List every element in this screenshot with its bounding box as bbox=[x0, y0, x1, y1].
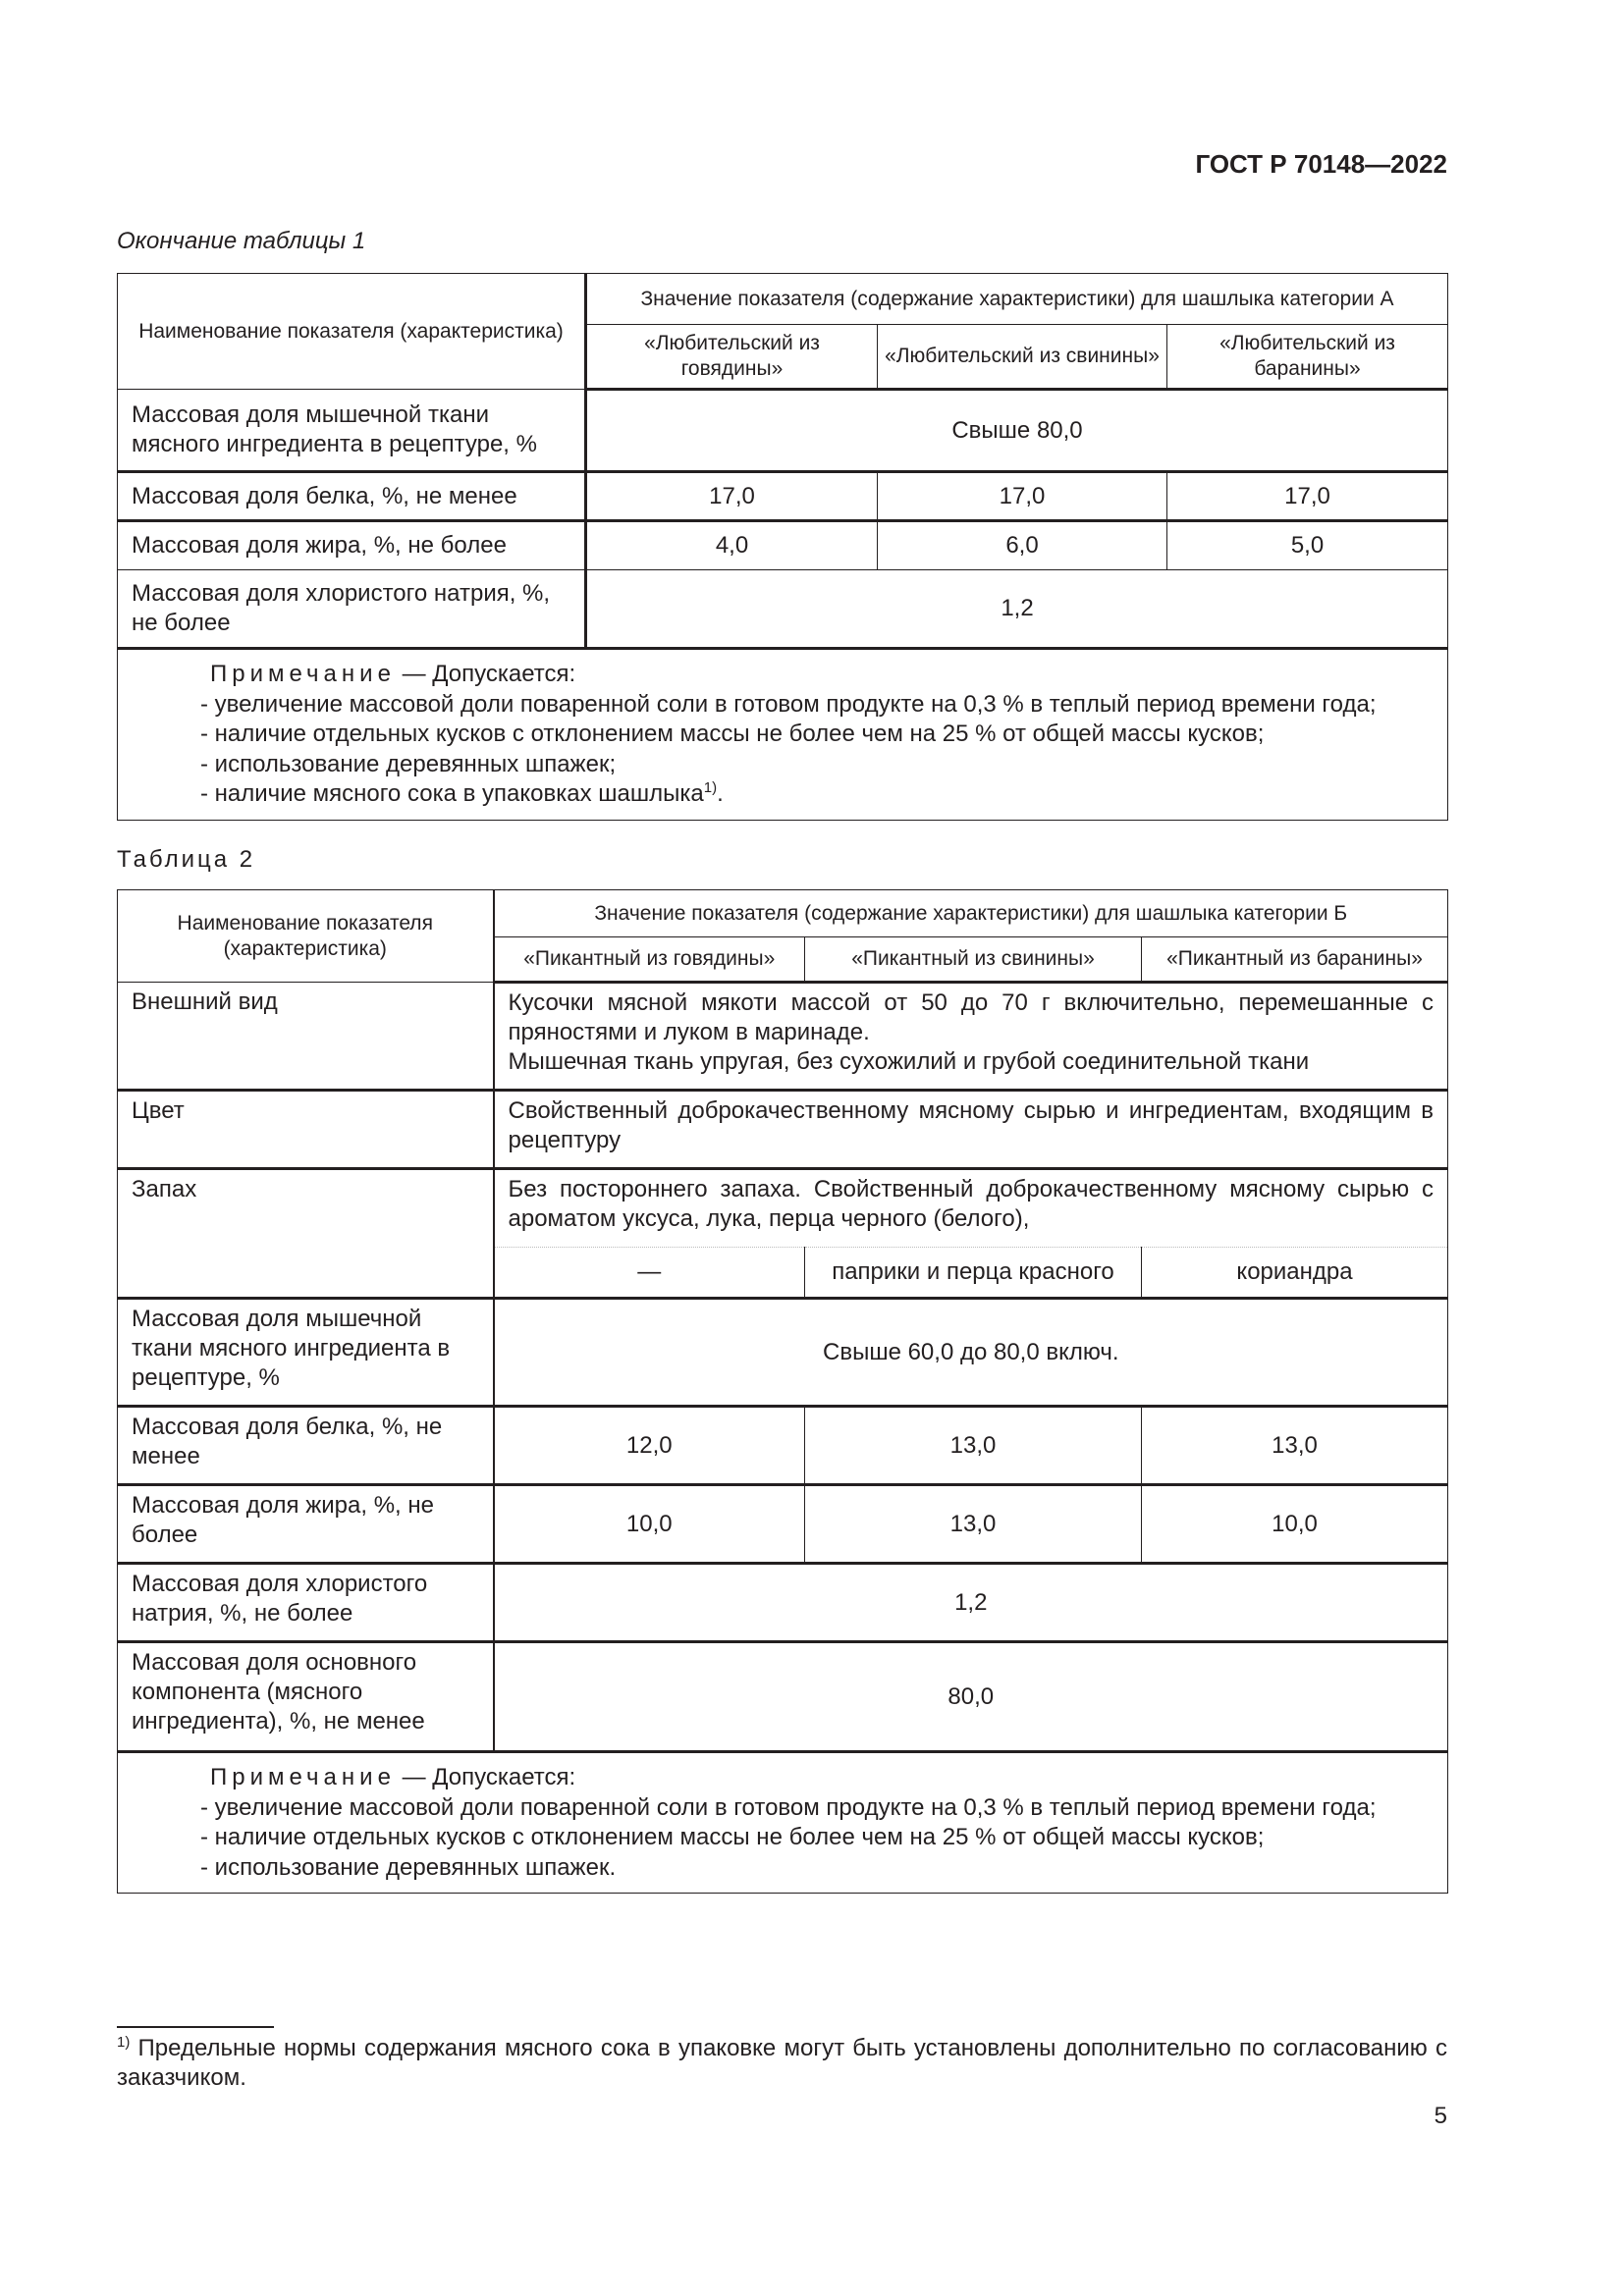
row-value: Без постороннего запаха. Свойственный доброкачественному мясному сырью с ароматом уксуса, лука, перца черного (белого), bbox=[494, 1169, 1448, 1248]
table2-group-header: Значение показателя (содержание характеристики) для шашлыка категории Б bbox=[494, 890, 1448, 937]
table-row bbox=[118, 1642, 1448, 1752]
row-value: 13,0 bbox=[1142, 1407, 1448, 1485]
note-label: Примечание bbox=[210, 1764, 396, 1790]
footnote-divider bbox=[117, 2026, 274, 2028]
table1-col0-header: Наименование показателя (характеристика) bbox=[118, 274, 586, 390]
row-value: 13,0 bbox=[805, 1485, 1142, 1564]
row-value: 10,0 bbox=[1142, 1485, 1448, 1564]
table-row bbox=[118, 521, 1448, 570]
row-value: 5,0 bbox=[1167, 521, 1448, 570]
table2-subheader: «Пикантный из говядины» bbox=[494, 937, 805, 983]
row-label: Массовая доля белка, %, не менее bbox=[118, 1407, 494, 1485]
row-label: Массовая доля хлористого натрия, %, не более bbox=[118, 1564, 494, 1642]
row-value: 13,0 bbox=[805, 1407, 1142, 1485]
row-value: 80,0 bbox=[494, 1642, 1448, 1752]
row-label: Массовая доля жира, %, не более bbox=[118, 521, 586, 570]
table2-subheader: «Пикантный из баранины» bbox=[1142, 937, 1448, 983]
row-value: паприки и перца красного bbox=[805, 1248, 1142, 1299]
footnote-mark: 1) bbox=[117, 2034, 131, 2051]
list-item: - наличие отдельных кусков с отклонением массы не более чем на 25 % от общей массы кусков; bbox=[200, 721, 1265, 747]
table-row bbox=[118, 1169, 1448, 1248]
table-row bbox=[118, 1407, 1448, 1485]
table1-group-header: Значение показателя (содержание характеристики) для шашлыка категории А bbox=[586, 274, 1448, 325]
footnote bbox=[117, 2034, 1447, 2093]
table-row bbox=[118, 570, 1448, 649]
row-value: 17,0 bbox=[878, 472, 1167, 521]
row-value: Свыше 80,0 bbox=[586, 390, 1448, 472]
footnote-ref: 1) bbox=[703, 779, 718, 796]
row-value: 17,0 bbox=[586, 472, 878, 521]
table-row bbox=[118, 1564, 1448, 1642]
row-value: 10,0 bbox=[494, 1485, 805, 1564]
row-label: Внешний вид bbox=[118, 983, 494, 1091]
table1-note bbox=[118, 649, 1448, 821]
note-intro: — Допускается: bbox=[395, 661, 576, 687]
table-row bbox=[118, 1485, 1448, 1564]
table2-col0-header: Наименование показателя (характеристика) bbox=[118, 890, 494, 983]
table-row bbox=[118, 1299, 1448, 1407]
row-value: кориандра bbox=[1142, 1248, 1448, 1299]
row-value: — bbox=[494, 1248, 805, 1299]
row-value: 1,2 bbox=[494, 1564, 1448, 1642]
table-row bbox=[118, 1091, 1448, 1169]
note-intro: — Допускается: bbox=[395, 1764, 576, 1790]
document-code: ГОСТ Р 70148—2022 bbox=[1195, 149, 1447, 179]
row-value: 6,0 bbox=[878, 521, 1167, 570]
row-label: Массовая доля мышечной ткани мясного ингредиента в рецептуре, % bbox=[118, 1299, 494, 1407]
table-row bbox=[118, 390, 1448, 472]
row-value: 12,0 bbox=[494, 1407, 805, 1485]
row-label: Цвет bbox=[118, 1091, 494, 1169]
row-value: Свыше 60,0 до 80,0 включ. bbox=[494, 1299, 1448, 1407]
row-label: Массовая доля мышечной ткани мясного ингредиента в рецептуре, % bbox=[118, 390, 586, 472]
note-label: Примечание bbox=[210, 661, 396, 687]
list-item: - использование деревянных шпажек; bbox=[200, 750, 617, 777]
table1-caption: Окончание таблицы 1 bbox=[117, 228, 366, 254]
list-item: - использование деревянных шпажек. bbox=[200, 1853, 617, 1881]
table1-subheader: «Любительский из свинины» bbox=[878, 325, 1167, 390]
list-item: - наличие мясного сока в упаковках шашлыка$^{1)}$. bbox=[200, 779, 724, 807]
row-label: Массовая доля основного компонента (мясного ингредиента), %, не менее bbox=[118, 1642, 494, 1752]
row-label: Запах bbox=[118, 1169, 494, 1299]
row-value: 17,0 bbox=[1167, 472, 1448, 521]
page-number: 5 bbox=[1434, 2103, 1447, 2129]
table1-subheader: «Любительский из говядины» bbox=[586, 325, 878, 390]
list-item: - наличие отдельных кусков с отклонением массы не более чем на 25 % от общей массы кусков; bbox=[200, 1824, 1265, 1850]
table-row bbox=[118, 983, 1448, 1091]
footnote-text: Предельные нормы содержания мясного сока в упаковке могут быть установлены дополнительно по согласованию с заказчиком. bbox=[117, 2035, 1447, 2091]
table-2 bbox=[117, 889, 1448, 1894]
row-label: Массовая доля белка, %, не менее bbox=[118, 472, 586, 521]
row-value: 1,2 bbox=[586, 570, 1448, 649]
list-item: - увеличение массовой доли поваренной соли в готовом продукте на 0,3 % в теплый период времени года; bbox=[200, 690, 1377, 718]
row-value: Кусочки мясной мякоти массой от 50 до 70 г включительно, перемешанные с пряностями и луком в маринаде. Мышечная ткань упругая, без сухожилий и грубой соединительной ткани bbox=[494, 983, 1448, 1091]
row-value: Свойственный доброкачественному мясному сырью и ингредиентам, входящим в рецептуру bbox=[494, 1091, 1448, 1169]
table1-subheader: «Любительский из баранины» bbox=[1167, 325, 1448, 390]
table2-caption: Таблица 2 bbox=[117, 846, 256, 873]
list-item: - увеличение массовой доли поваренной соли в готовом продукте на 0,3 % в теплый период времени года; bbox=[200, 1793, 1377, 1821]
table-1 bbox=[117, 273, 1448, 821]
row-value: 4,0 bbox=[586, 521, 878, 570]
table2-note bbox=[118, 1752, 1448, 1894]
row-label: Массовая доля хлористого натрия, %, не более bbox=[118, 570, 586, 649]
table-row bbox=[118, 472, 1448, 521]
table2-subheader: «Пикантный из свинины» bbox=[805, 937, 1142, 983]
row-label: Массовая доля жира, %, не более bbox=[118, 1485, 494, 1564]
